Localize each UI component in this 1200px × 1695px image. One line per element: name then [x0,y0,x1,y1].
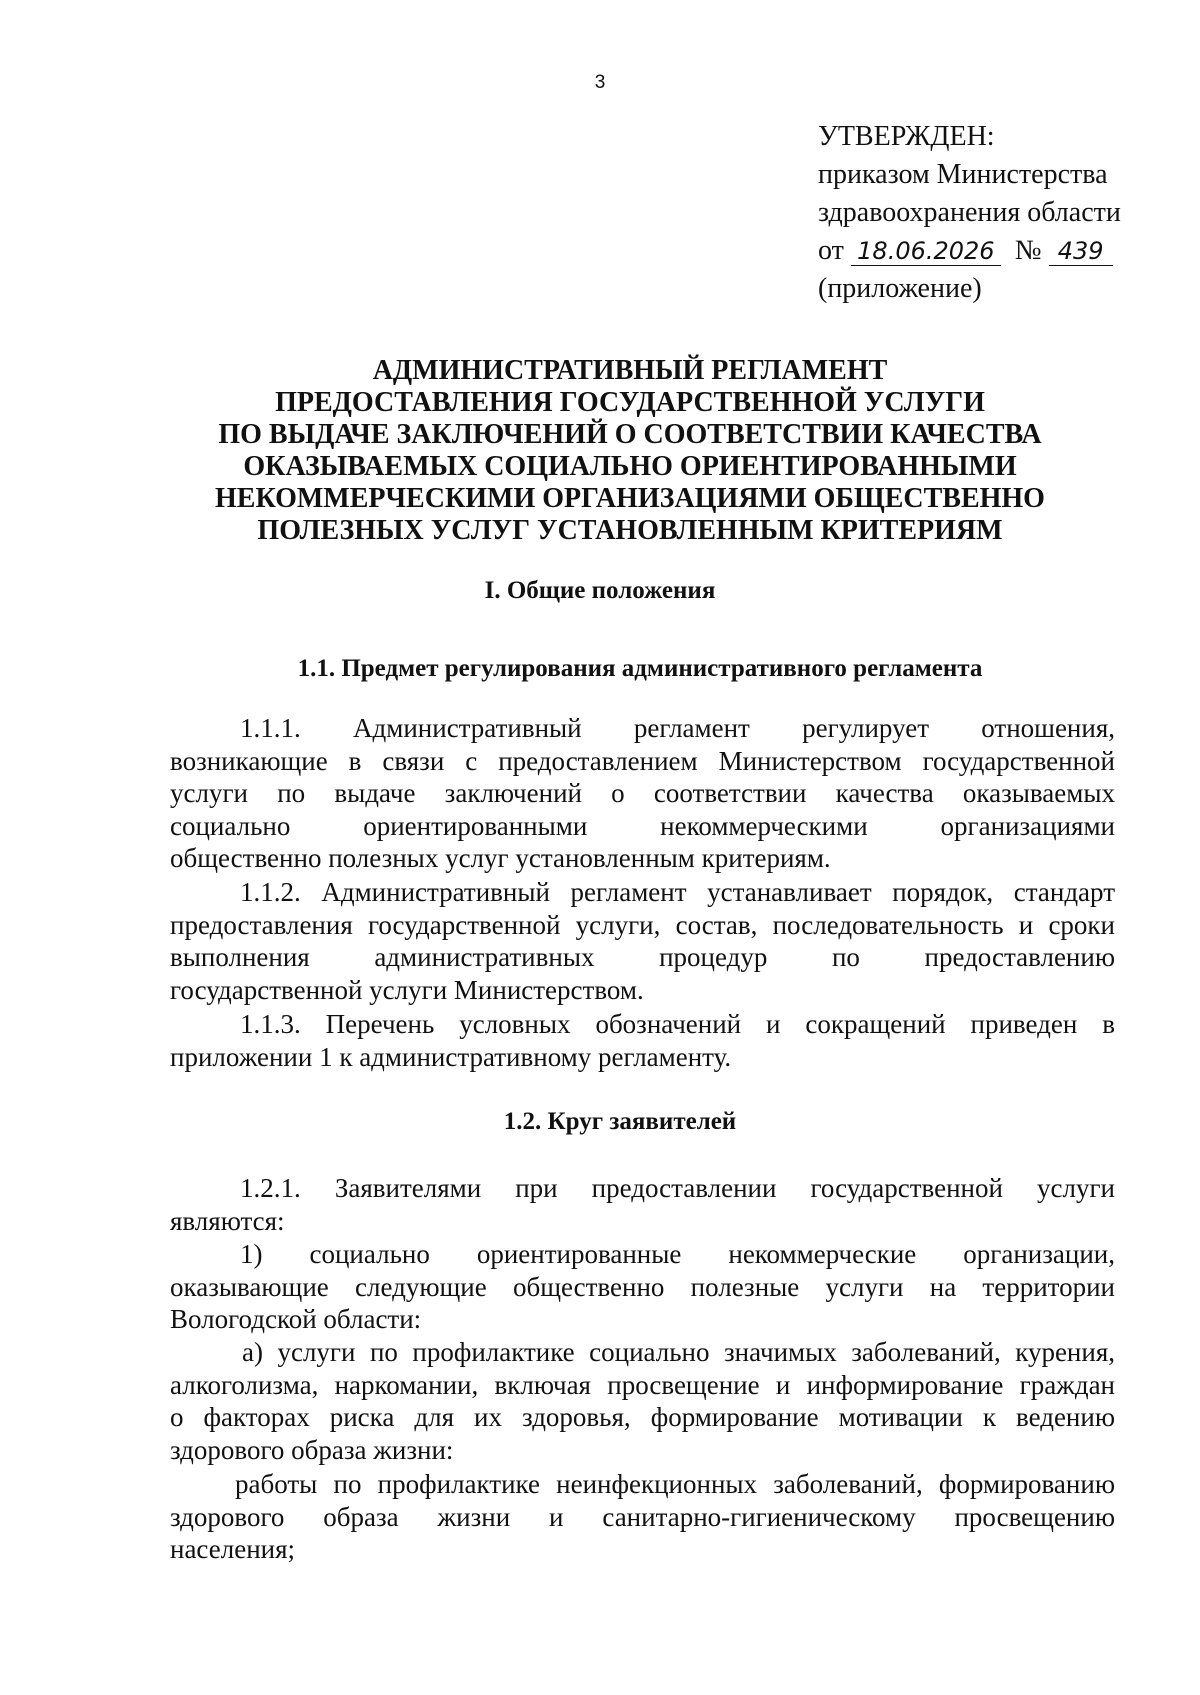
text-line: Вологодской области: [170,1304,422,1334]
text-line: 1.1.1. Административный регламент регулирует отношения, [240,713,1115,743]
approval-title: УТВЕРЖДЕН: [818,121,995,152]
text-line: приложении 1 к административному регламенту. [170,1041,732,1072]
text-line: работы по профилактике неинфекционных заболеваний, формированию [235,1469,1115,1499]
text-line: 1) социально ориентированные некоммерческие организации, [240,1239,1115,1269]
text-line: здорового образа жизни и санитарно-гигиеническому просвещению [170,1501,1115,1532]
text-line: 1.2.1. Заявителями при предоставлении государственной услуги [240,1173,1115,1203]
handwritten-number: 439 [1049,237,1113,266]
approval-order: приказом Министерства [818,159,1108,190]
date-prefix: от [818,235,844,266]
paragraph-1-1-2 [170,876,1115,1006]
title-line: НЕКОММЕРЧЕСКИМИ ОРГАНИЗАЦИЯМИ ОБЩЕСТВЕННО [215,483,1045,514]
handwritten-date: 18.06.2026 [851,237,1001,266]
section-heading: I. Общие положения [484,577,716,604]
subsection-heading: 1.1. Предмет регулирования административного регламента [297,655,983,682]
approval-attachment: (приложение) [818,273,982,304]
text-line: возникающие в связи с предоставлением Министерством государственной [170,745,1115,776]
number-prefix: № [1014,235,1042,266]
text-line: алкоголизма, наркомании, включая просвещение и информирование граждан [170,1369,1115,1400]
text-line: а) услуги по профилактике социально значимых заболеваний, курения, [242,1337,1115,1367]
paragraph-1-1-1 [170,712,1115,875]
list-item-1 [170,1238,1115,1336]
approval-ministry: здравоохранения области [818,197,1121,228]
title-line: ПРЕДОСТАВЛЕНИЯ ГОСУДАРСТВЕННОЙ УСЛУГИ [275,387,985,418]
text-line: являются: [170,1205,285,1236]
paragraph-works [170,1468,1115,1566]
text-line: социально ориентированными некоммерческими организациями [170,810,1115,841]
text-line: государственной услуги Министерством. [170,974,644,1005]
title-line: ОКАЗЫВАЕМЫХ СОЦИАЛЬНО ОРИЕНТИРОВАННЫМИ [243,451,1017,482]
paragraph-1-1-3 [170,1008,1115,1073]
text-line: здорового образа жизни: [170,1434,454,1465]
text-line: общественно полезных услуг установленным критериям. [170,843,831,873]
title-line: ПО ВЫДАЧЕ ЗАКЛЮЧЕНИЙ О СООТВЕТСТВИИ КАЧЕСТВА [218,419,1042,450]
text-line: 1.1.3. Перечень условных обозначений и сокращений приведен в [240,1009,1115,1039]
text-line: о факторах риска для их здоровья, формирование мотивации к ведению [170,1402,1115,1432]
paragraph-1-2-1 [170,1172,1115,1237]
subsection-heading: 1.2. Круг заявителей [503,1108,737,1135]
text-line: оказывающие следующие общественно полезные услуги на территории [170,1271,1115,1302]
title-line: АДМИНИСТРАТИВНЫЙ РЕГЛАМЕНТ [372,355,888,386]
text-line: 1.1.2. Административный регламент устанавливает порядок, стандарт [240,877,1115,907]
approval-date-line [818,232,1121,270]
text-line: предоставления государственной услуги, состав, последовательность и сроки [170,909,1115,940]
text-line: выполнения административных процедур по предоставлению [170,942,1115,972]
page-number: 3 [594,72,606,93]
title-line: ПОЛЕЗНЫХ УСЛУГ УСТАНОВЛЕННЫМ КРИТЕРИЯМ [257,515,1003,546]
approval-stamp [818,118,1121,308]
text-line: услуги по выдаче заключений о соответствии качества оказываемых [170,778,1115,808]
document-title [180,355,1080,547]
list-item-a [170,1336,1115,1466]
text-line: населения; [170,1534,296,1564]
